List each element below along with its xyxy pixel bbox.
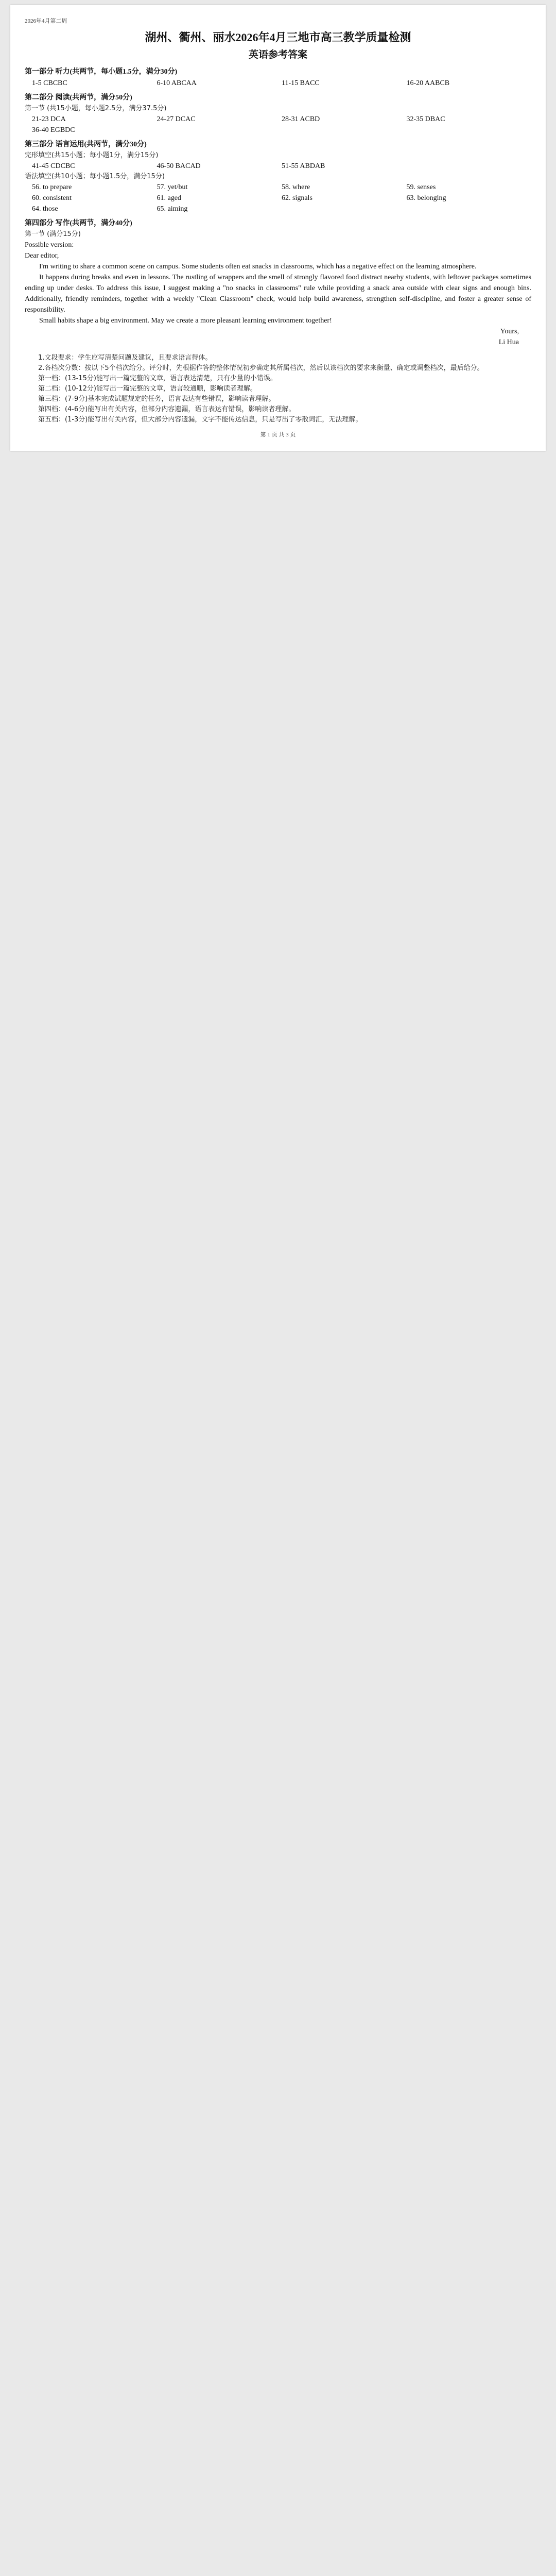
- exam-subtitle: 英语参考答案: [248, 49, 307, 60]
- part2-answers: 21-23 DCA 24-27 DCAC 28-31 ACBD 32-35 DBAC: [32, 115, 445, 123]
- part2-sub1: 第一节 (共15小题，每小题2.5分，满分37.5分): [25, 105, 167, 112]
- page-header: 2026年4月第二周: [25, 18, 67, 24]
- part4-sub1: 第一节 (满分15分): [25, 230, 81, 238]
- part2-answers-2: 36-40 EGBDC: [32, 126, 75, 134]
- part1-answers: 1-5 CBCBC 6-10 ABCAA 11-15 BACC 16-20 AABCB: [32, 79, 450, 87]
- remaining-pages-placeholder: [0, 463, 556, 2576]
- answer-key-page-1: [10, 5, 546, 451]
- scoring-line-7: 第五档：(1-3分)能写出有关内容，但大部分内容遗漏，文字不能传达信息，只是写出了零散词汇，无法理解。: [38, 416, 362, 423]
- scoring-line-5: 第三档：(7-9分)基本完成试题规定的任务，语言表达有些错误，影响读者理解。: [38, 395, 275, 403]
- part3-heading: 第三部分 语言运用(共两节，满分30分): [25, 141, 147, 148]
- scoring-line-4: 第二档：(10-12分)能写出一篇完整的文章，语言较通顺，影响读者理解。: [38, 385, 257, 393]
- letter-para-2: It happens during breaks and even in lessons. The rustling of wrappers and the smell of strongly flavored food distract nearby students, with leftover packages sometimes ending up under desks. To address this issue, I suggest making a "no snacks in classrooms" rule while providing a snack area outside with clear signs and enough bins. Additionally, friendly reminders, together with a weekly "Clean Classroom" check, would help build awareness, strengthen self-discipline, and foster a greater sense of responsibility.: [25, 274, 531, 314]
- scoring-line-6: 第四档：(4-6分)能写出有关内容，但部分内容遗漏，语言表达有错误，影响读者理解。: [38, 405, 296, 413]
- possible-version-label: Possible version:: [25, 241, 74, 249]
- letter-name: Li Hua: [498, 338, 519, 346]
- letter-para-1: I'm writing to share a common scene on campus. Some students often eat snacks in classrooms, which has a negative effect on the learning atmosphere.: [39, 263, 477, 270]
- part3-sub1: 完形填空(共15小题；每小题1分，满分15分): [25, 151, 159, 159]
- part3-grammar-row-3: 64. those 65. aiming: [32, 205, 188, 213]
- page-footer: 第 1 页 共 3 页: [260, 432, 296, 438]
- scoring-line-1: 1.文段要求：学生应写清楚问题及建议，且要求语言得体。: [38, 354, 212, 362]
- scoring-line-3: 第一档：(13-15分)能写出一篇完整的文章，语言表达清楚，只有少量的小错误。: [38, 375, 277, 382]
- part3-answers: 41-45 CDCBC 46-50 BACAD 51-55 ABDAB: [32, 162, 325, 170]
- letter-closing: Yours,: [500, 328, 519, 335]
- part3-grammar-row-2: 60. consistent 61. aged 62. signals 63. belonging: [32, 194, 446, 202]
- part1-heading: 第一部分 听力(共两节，每小题1.5分，满分30分): [25, 68, 178, 76]
- exam-title: 湖州、衢州、丽水2026年4月三地市高三教学质量检测: [145, 31, 411, 44]
- letter-para-3: Small habits shape a big environment. May we create a more pleasant learning environment together!: [39, 317, 332, 325]
- part3-sub2: 语法填空(共10小题；每小题1.5分，满分15分): [25, 173, 165, 180]
- part4-heading: 第四部分 写作(共两节，满分40分): [25, 219, 132, 227]
- part3-grammar-row-1: 56. to prepare 57. yet/but 58. where 59. senses: [32, 183, 436, 191]
- scoring-line-2: 2.各档次分数：按以下5个档次给分。评分时，先根据作答的整体情况初步确定其所属档次，然后以该档次的要求来衡量、确定或调整档次，最后给分。: [38, 364, 484, 372]
- letter-salutation: Dear editor,: [25, 252, 59, 260]
- part2-heading: 第二部分 阅读(共两节，满分50分): [25, 94, 132, 101]
